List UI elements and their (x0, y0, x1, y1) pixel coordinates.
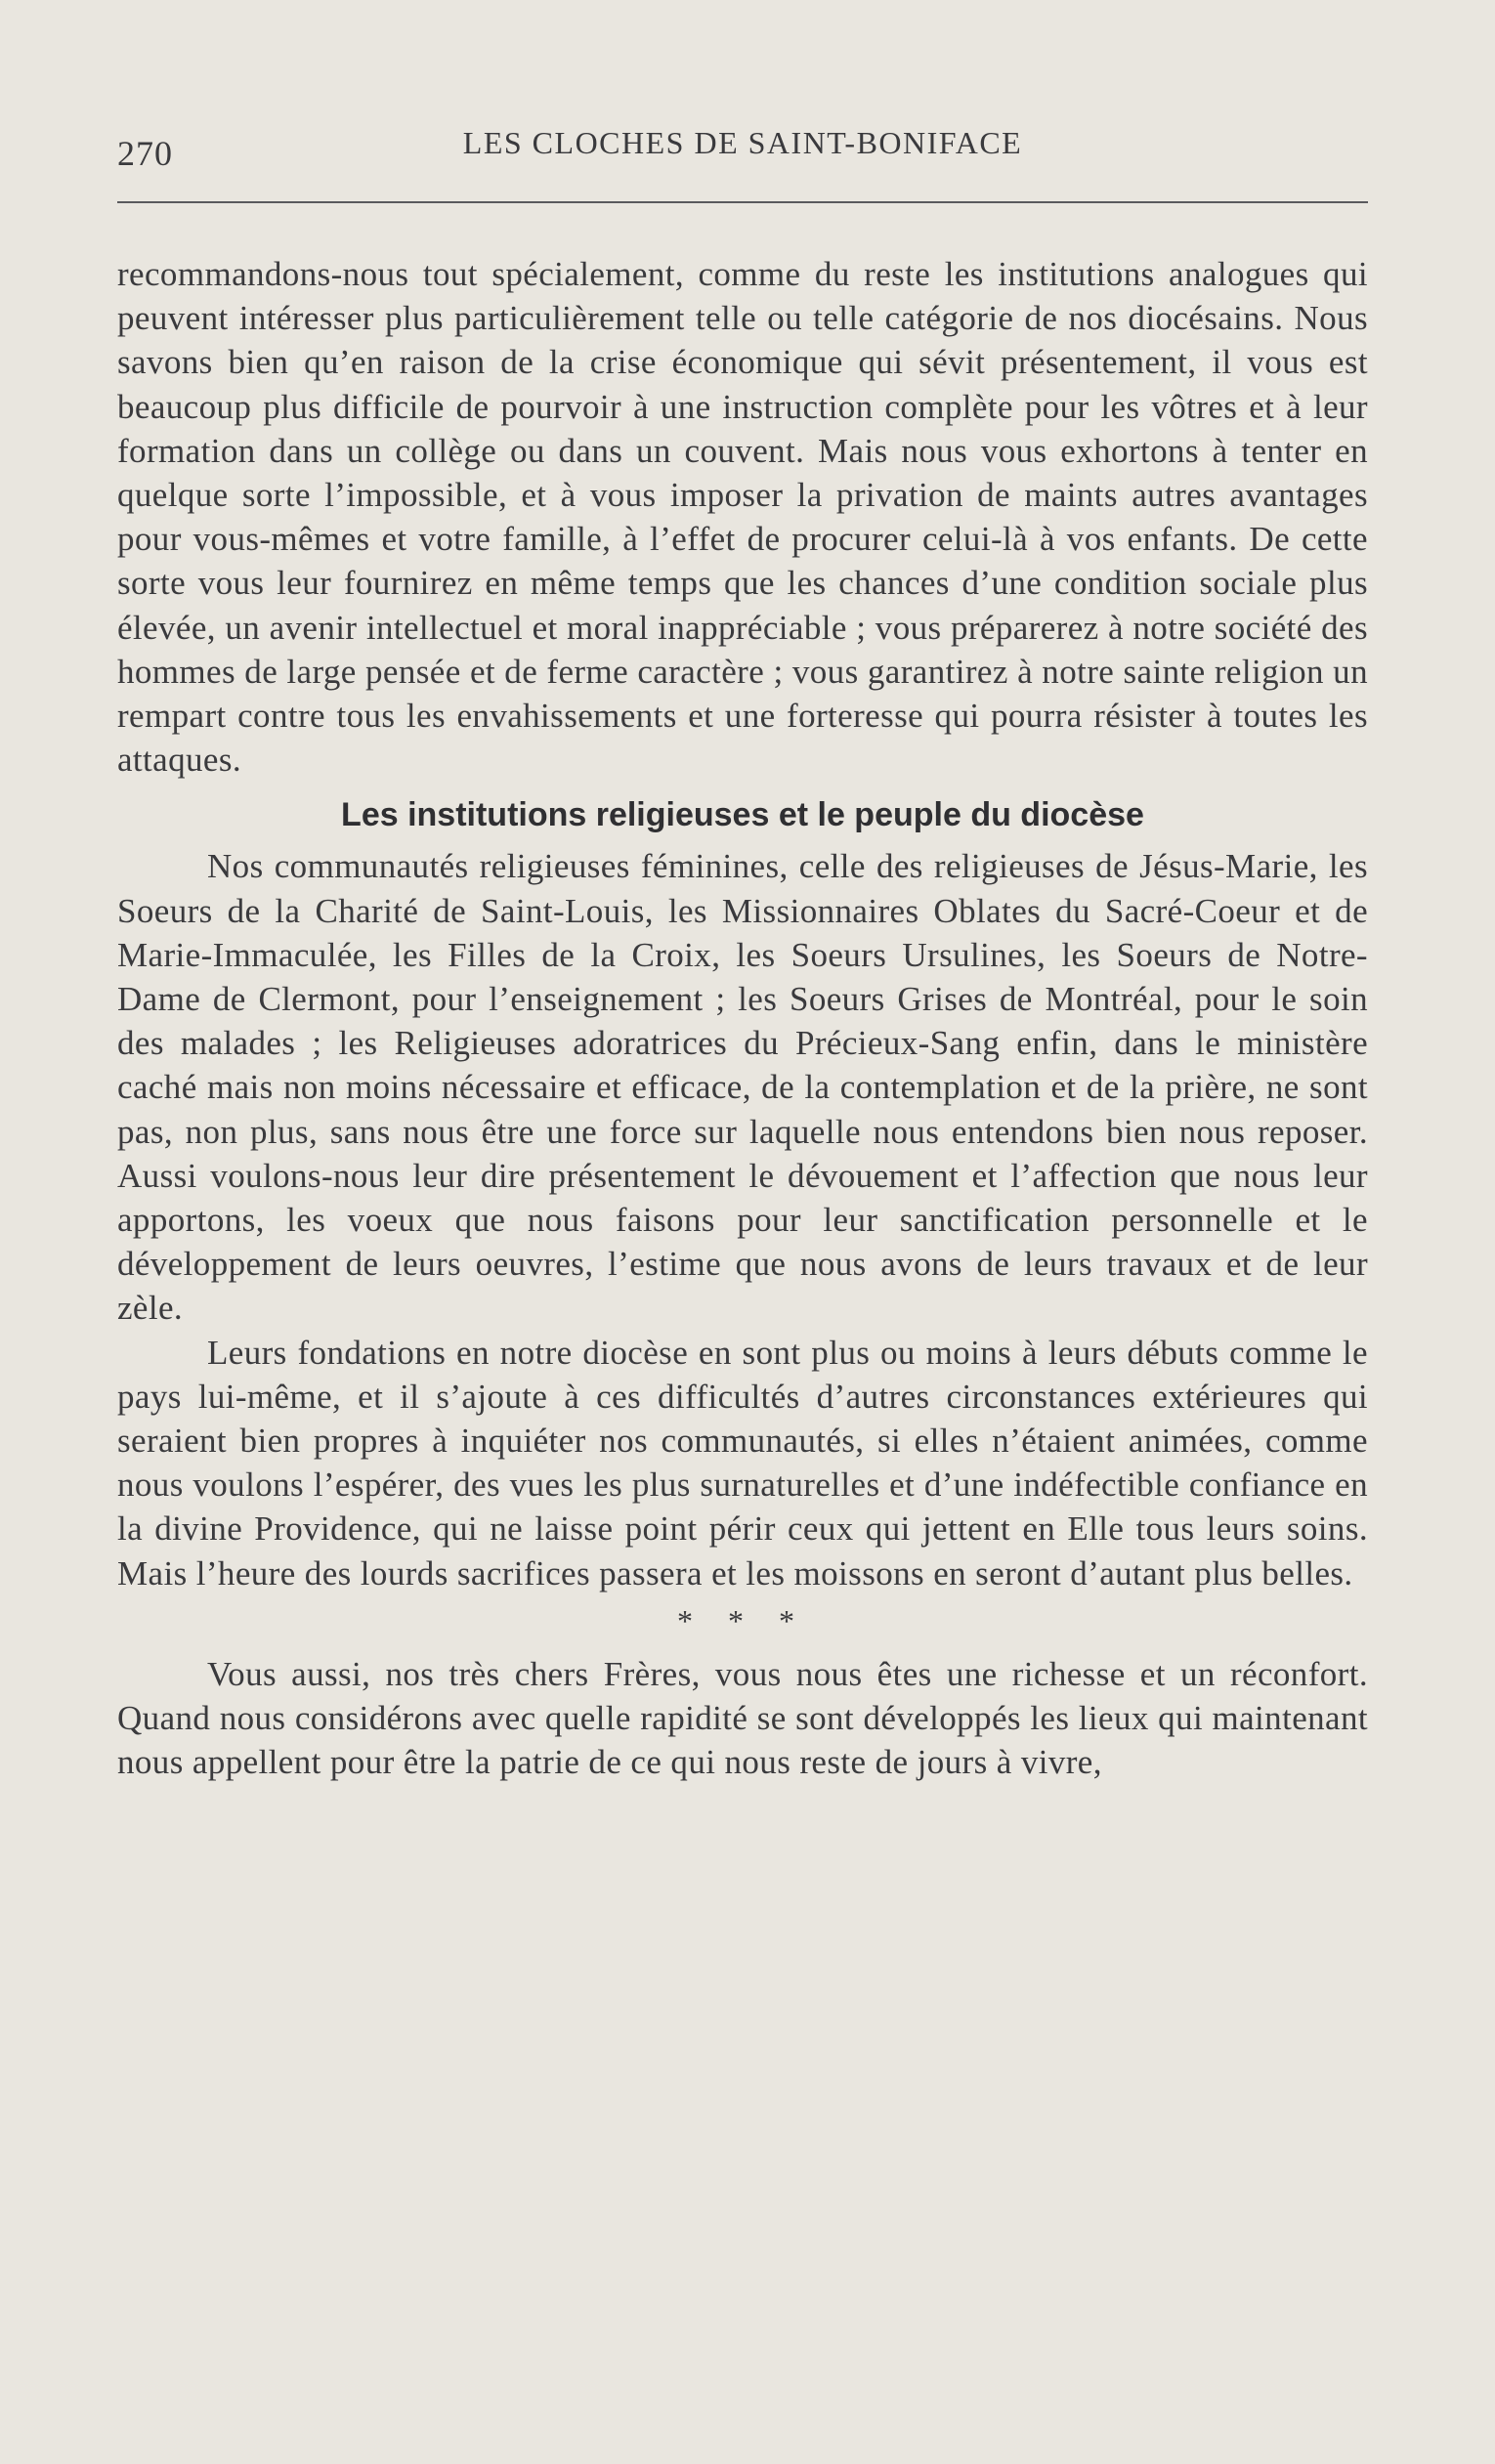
paragraph-4: Vous aussi, nos très chers Frères, vous nous êtes une richesse et un réconfort. Quand nous considérons avec quelle rapidité se sont développés les lieux qui maintenant nous appellent pour être la patrie de ce qui nous reste de jours à vivre, (117, 1654, 1368, 1782)
page-header (117, 117, 1368, 176)
running-title: LES CLOCHES DE SAINT-BONIFACE (462, 125, 1023, 160)
header-rule (117, 201, 1368, 203)
page-body (117, 252, 1368, 1785)
page-number: 270 (117, 134, 173, 173)
section-heading: Les institutions religieuses et le peuple du diocèse (341, 796, 1144, 834)
paragraph-3: Leurs fondations en notre diocèse en sont plus ou moins à leurs débuts comme le pays lui-même, et il s’ajoute à ces difficultés d’autres circonstances extérieures qui seraient bien propres à inquiéter nos communautés, si elles n’étaient animées, comme nous voulons l’espérer, des vues les plus surnaturelles et d’une indéfectible confiance en la divine Providence, qui ne laisse point périr ceux qui jettent en Elle tous leurs soins. Mais l’heure des lourds sacrifices passera et les moissons en seront d’autant plus belles. (117, 1333, 1368, 1593)
section-separator: * * * (677, 1602, 808, 1638)
paragraph-1: recommandons-nous tout spécialement, comme du reste les institutions analogues qui peuvent intéresser plus particulièrement telle ou telle catégorie de nos diocésains. Nous savons bien qu’en raison de la crise économique qui sévit présentement, il vous est beaucoup plus difficile de pourvoir à une instruction complète pour les vôtres et à leur formation dans un collège ou dans un couvent. Mais nous vous exhortons à tenter en quelque sorte l’impossible, et à vous imposer la privation de maints autres avantages pour vous-mêmes et votre famille, à l’effet de procurer celui-là à vos enfants. De cette sorte vous leur fournirez en même temps que les chances d’une condition sociale plus élevée, un avenir intellectuel et moral inappréciable ; vous préparerez à notre société des hommes de large pensée et de ferme caractère ; vous garantirez à notre sainte religion un rempart contre tous les envahissements et une forteresse qui pourra résister à toutes les attaques. (117, 255, 1368, 780)
paragraph-2: Nos communautés religieuses féminines, celle des religieuses de Jésus-Marie, les Soeurs de la Charité de Saint-Louis, les Missionnaires Oblates du Sacré-Coeur et de Marie-Immaculée, les Filles de la Croix, les Soeurs Ursulines, les Soeurs de Notre-Dame de Clermont, pour l’enseignement ; les Soeurs Grises de Montréal, pour le soin des malades ; les Religieuses adoratrices du Précieux-Sang enfin, dans le ministère caché mais non moins nécessaire et efficace, de la contemplation et de la prière, ne sont pas, non plus, sans nous être une force sur laquelle nous entendons bien nous reposer. Aussi voulons-nous leur dire présentement le dévouement et l’affection que nous leur apportons, les voeux que nous faisons pour leur sanctification personnelle et le développement de leurs oeuvres, l’estime que nous avons de leurs travaux et de leur zèle. (117, 847, 1368, 1328)
